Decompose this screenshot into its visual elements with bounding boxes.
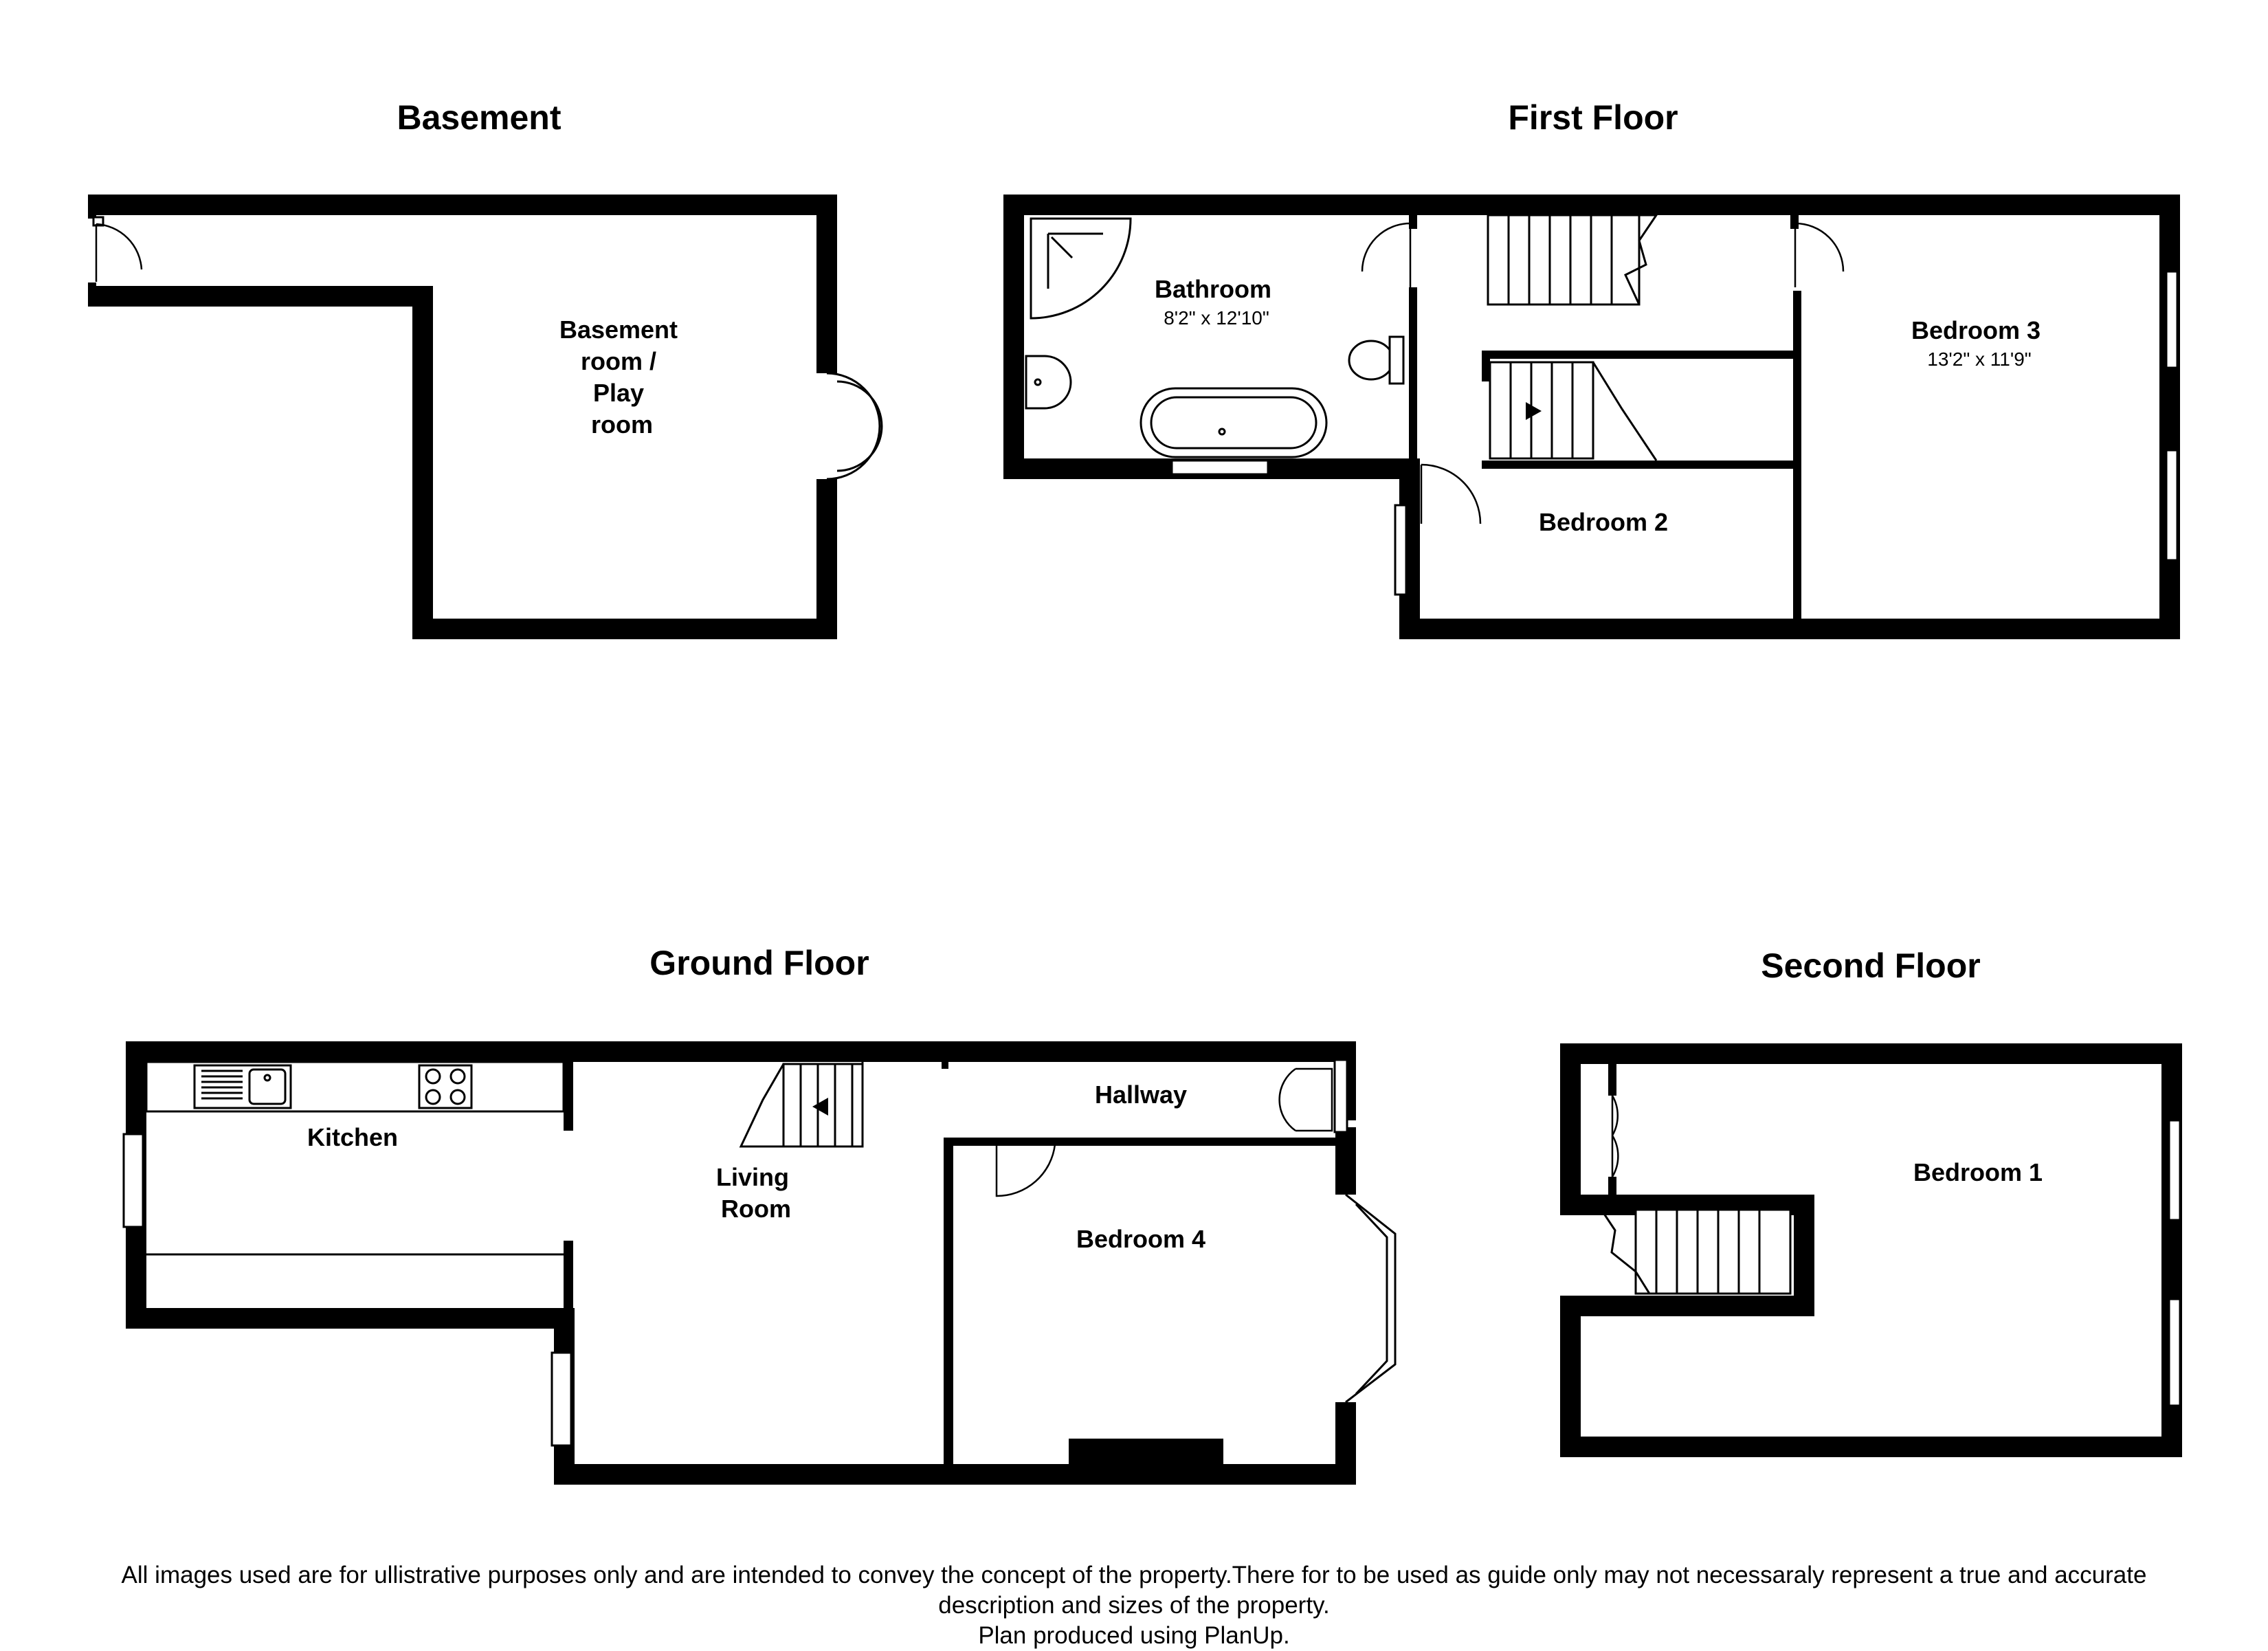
basement-heading: Basement xyxy=(397,98,562,137)
bathroom-label: Bathroom xyxy=(1155,275,1271,303)
basement-plan xyxy=(88,98,882,639)
basement-walls xyxy=(88,195,837,639)
toilet-icon xyxy=(1349,341,1393,379)
first-floor-heading: First Floor xyxy=(1508,98,1678,137)
bathroom-fixtures xyxy=(1026,219,1410,474)
bedroom-2-label: Bedroom 2 xyxy=(1538,508,1669,536)
basin-icon xyxy=(1026,356,1071,408)
disclaimer-footer xyxy=(41,1560,2227,1651)
living-room-label: Living Room xyxy=(715,1163,791,1223)
bedroom-3-dimensions: 13'2" x 11'9" xyxy=(1927,348,2032,370)
fireplace xyxy=(1069,1439,1223,1466)
second-floor-cupboard-door xyxy=(1612,1096,1618,1177)
bedroom-1-label: Bedroom 1 xyxy=(1913,1158,2043,1186)
second-floor-stairs xyxy=(1601,1204,1790,1294)
basement-room-label: Basement room / Play room xyxy=(559,315,678,439)
basement-bay-window xyxy=(827,373,882,479)
ground-floor-heading: Ground Floor xyxy=(649,944,869,982)
hallway-label: Hallway xyxy=(1094,1081,1188,1109)
kitchen-fittings xyxy=(146,1062,564,1254)
disclaimer-line-1: All images used are for ullistrative purposes only and are intended to convey the concept of the property.There for to be used as guide only may not necessaraly represent a true and accurate xyxy=(121,1562,2147,1588)
ground-floor-stairs xyxy=(741,1061,863,1146)
first-floor-plan xyxy=(1003,98,2180,639)
ground-floor-plan xyxy=(124,944,1395,1485)
bathroom-dimensions: 8'2" x 12'10" xyxy=(1164,307,1269,329)
basement-entrance-door xyxy=(93,217,142,282)
bathroom-window xyxy=(1172,461,1268,474)
bedroom-3-label: Bedroom 3 xyxy=(1911,316,2041,344)
second-floor-heading: Second Floor xyxy=(1761,946,1981,985)
disclaimer-line-2: description and sizes of the property. xyxy=(938,1592,1330,1619)
bathroom-door xyxy=(1362,223,1410,287)
bedroom-4-label: Bedroom 4 xyxy=(1076,1225,1206,1253)
second-floor-plan xyxy=(1560,946,2182,1457)
disclaimer-line-3: Plan produced using PlanUp. xyxy=(978,1622,1290,1649)
kitchen-label: Kitchen xyxy=(307,1123,399,1151)
landing-stairs xyxy=(1488,215,1656,461)
